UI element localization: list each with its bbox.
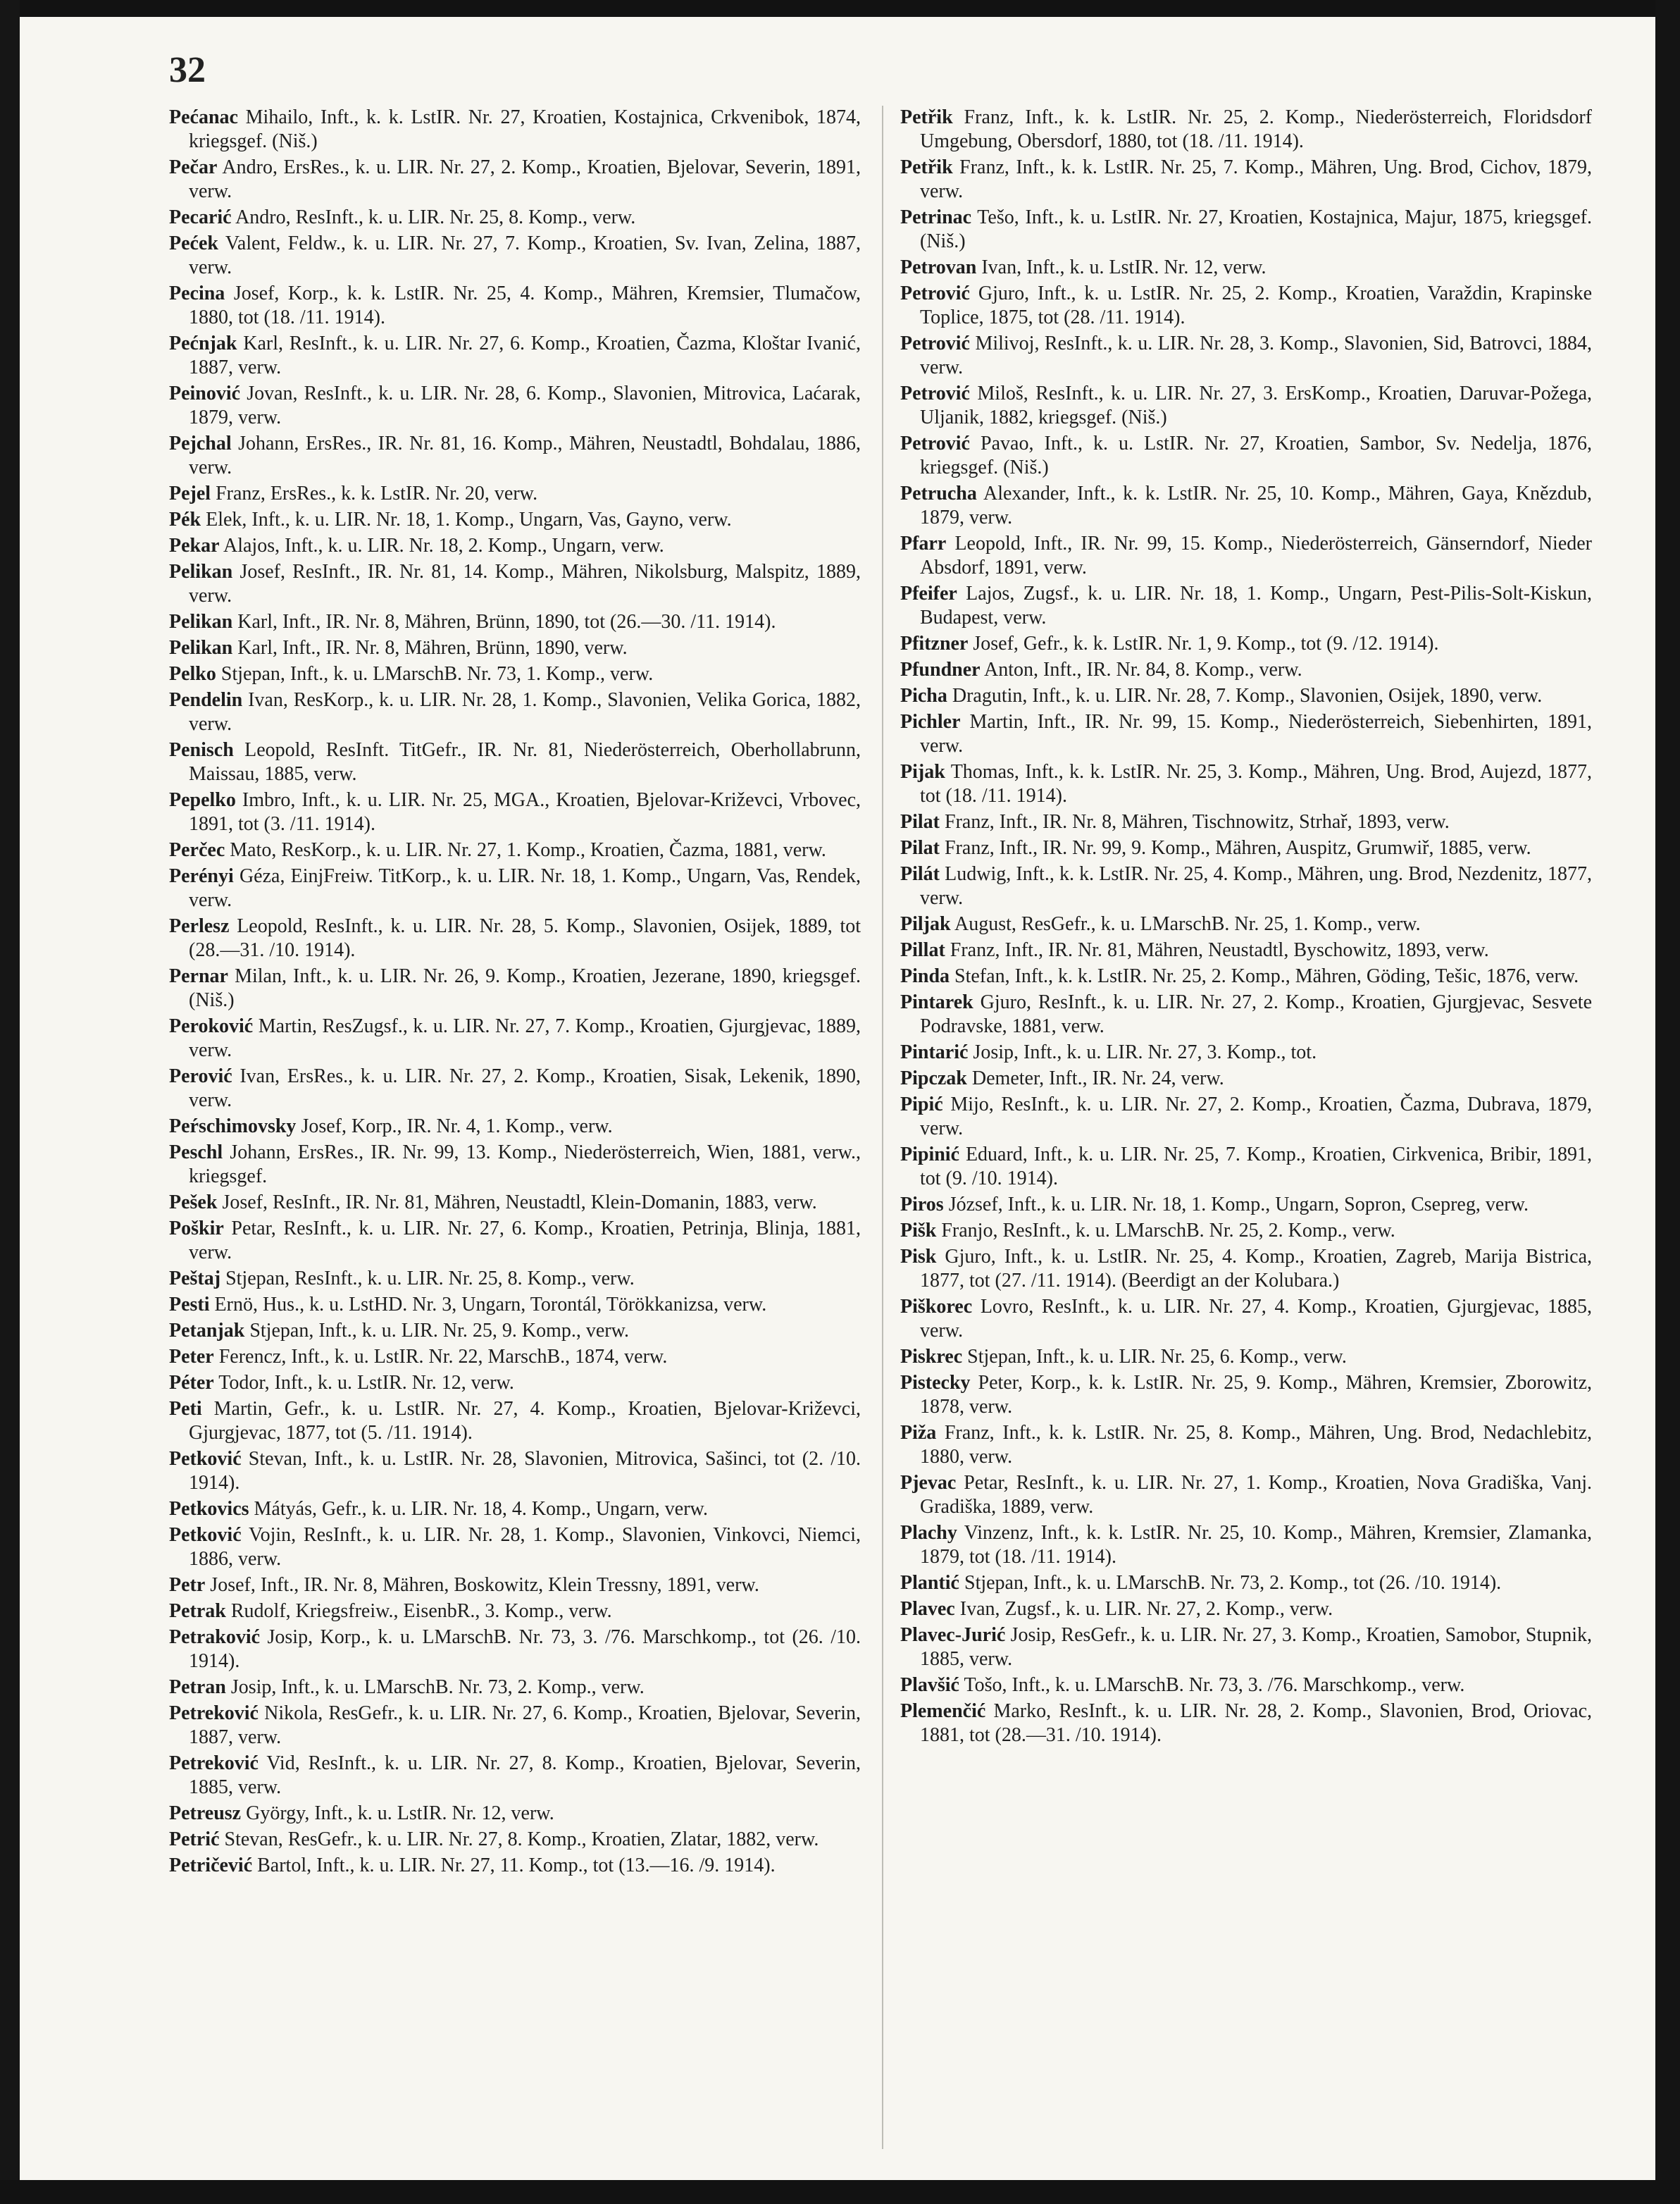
entry-details: Josip, ResGefr., k. u. LIR. Nr. 27, 3. Komp., Kroatien, Samobor, Stupnik, 1885, verw. xyxy=(920,1624,1593,1670)
entry-details: Josef, ResInft., IR. Nr. 81, Mähren, Neustadtl, Klein-Domanin, 1883, verw. xyxy=(222,1191,817,1213)
entry-surname: Petrović xyxy=(900,283,970,304)
entry-surname: Pećnjak xyxy=(169,333,237,354)
list-entry xyxy=(900,1371,1592,1419)
entry-details: József, Inft., k. u. LIR. Nr. 18, 1. Komp., Ungarn, Sopron, Csepreg, verw. xyxy=(948,1194,1529,1215)
entry-surname: Petrić xyxy=(169,1828,220,1850)
list-entry xyxy=(900,810,1592,834)
list-entry xyxy=(900,1673,1592,1697)
list-entry xyxy=(900,1295,1592,1343)
entry-details: Vid, ResInft., k. u. LIR. Nr. 27, 8. Komp., Kroatien, Bjelovar, Severin, 1885, verw. xyxy=(189,1752,861,1798)
entry-surname: Picha xyxy=(900,685,947,707)
entry-surname: Pesti xyxy=(169,1294,210,1315)
entry-surname: Perović xyxy=(169,1065,232,1087)
left-column xyxy=(169,106,861,1880)
entry-surname: Pejchal xyxy=(169,433,232,454)
entry-surname: Petraković xyxy=(169,1626,261,1648)
list-entry xyxy=(900,1345,1592,1369)
entry-details: Géza, EinjFreiw. TitKorp., k. u. LIR. Nr. 18, 1. Komp., Ungarn, Vas, Rendek, verw. xyxy=(189,865,861,911)
list-entry xyxy=(169,636,861,660)
list-entry xyxy=(169,1115,861,1139)
entry-surname: Péter xyxy=(169,1372,214,1394)
entry-surname: Plantić xyxy=(900,1572,959,1594)
entry-details: Martin, Gefr., k. u. LstIR. Nr. 27, 4. Komp., Kroatien, Bjelovar-Križevci, Gjurgjevac, 1877, tot (5. /11. 1914). xyxy=(189,1398,861,1444)
entry-surname: Peŕschimovsky xyxy=(169,1115,297,1137)
entry-details: Vojin, ResInft., k. u. LIR. Nr. 28, 1. Komp., Slavonien, Vinkovci, Niemci, 1886, verw. xyxy=(189,1524,861,1570)
entry-surname: Petanjak xyxy=(169,1320,245,1342)
entry-surname: Perényi xyxy=(169,865,234,887)
list-entry xyxy=(169,1319,861,1343)
entry-surname: Pelikan xyxy=(169,637,233,659)
entry-details: Stevan, Inft., k. u. LstIR. Nr. 28, Slavonien, Mitrovica, Sašinci, tot (2. /10. 1914). xyxy=(189,1448,861,1494)
entry-surname: Peinović xyxy=(169,383,241,404)
entry-surname: Pfarr xyxy=(900,533,947,555)
entry-surname: Pešek xyxy=(169,1191,218,1213)
list-entry xyxy=(900,332,1592,380)
list-entry xyxy=(900,1219,1592,1243)
entry-details: Todor, Inft., k. u. LstIR. Nr. 12, verw. xyxy=(218,1372,514,1394)
entry-details: Josef, Inft., IR. Nr. 8, Mähren, Boskowitz, Klein Tressny, 1891, verw. xyxy=(210,1574,759,1596)
entry-surname: Pelko xyxy=(169,663,216,685)
entry-details: Franz, Inft., IR. Nr. 81, Mähren, Neustadtl, Byschowitz, 1893, verw. xyxy=(950,939,1489,961)
list-entry xyxy=(900,1041,1592,1065)
entry-surname: Pelikan xyxy=(169,561,233,583)
list-entry xyxy=(900,1471,1592,1519)
entry-details: György, Inft., k. u. LstIR. Nr. 12, verw. xyxy=(246,1802,554,1824)
entry-details: Imbro, Inft., k. u. LIR. Nr. 25, MGA., Kroatien, Bjelovar-Križevci, Vrbovec, 1891, tot (3. /11. 1914). xyxy=(189,789,861,835)
entry-details: Tešo, Inft., k. u. LstIR. Nr. 27, Kroatien, Kostajnica, Majur, 1875, kriegsgef. (Niš.) xyxy=(920,206,1592,252)
list-entry xyxy=(900,106,1592,154)
list-entry xyxy=(169,865,861,912)
entry-details: Franz, Inft., IR. Nr. 99, 9. Komp., Mähren, Auspitz, Grumwiř, 1885, verw. xyxy=(945,837,1531,859)
entry-surname: Pfitzner xyxy=(900,633,969,655)
list-entry xyxy=(169,156,861,204)
list-entry xyxy=(900,632,1592,656)
list-entry xyxy=(169,1217,861,1265)
list-entry xyxy=(900,862,1592,910)
entry-details: Miloš, ResInft., k. u. LIR. Nr. 27, 3. ErsKomp., Kroatien, Daruvar-Požega, Uljanik, 1882, kriegsgef. (Niš.) xyxy=(920,383,1593,428)
entry-details: Josef, ResInft., IR. Nr. 81, 14. Komp., Mähren, Nikolsburg, Malspitz, 1889, verw. xyxy=(189,561,861,607)
entry-details: Lajos, Zugsf., k. u. LIR. Nr. 18, 1. Komp., Ungarn, Pest-Pilis-Solt-Kiskun, Budapest, verw. xyxy=(920,583,1592,629)
entry-surname: Pećek xyxy=(169,233,218,254)
entry-surname: Pintarek xyxy=(900,991,973,1013)
entry-surname: Plavec xyxy=(900,1598,955,1620)
entry-surname: Pék xyxy=(169,509,201,531)
entry-surname: Petrović xyxy=(900,433,970,454)
column-divider xyxy=(882,106,883,2149)
entry-surname: Petričević xyxy=(169,1855,253,1876)
list-entry xyxy=(900,912,1592,936)
entry-surname: Petreković xyxy=(169,1702,259,1724)
entry-details: Nikola, ResGefr., k. u. LIR. Nr. 27, 6. Komp., Kroatien, Bjelovar, Severin, 1887, verw. xyxy=(189,1702,861,1748)
list-entry xyxy=(169,738,861,786)
entry-details: Dragutin, Inft., k. u. LIR. Nr. 28, 7. Komp., Slavonien, Osijek, 1890, verw. xyxy=(952,685,1543,707)
entry-details: Ivan, ErsRes., k. u. LIR. Nr. 27, 2. Komp., Kroatien, Sisak, Lekenik, 1890, verw. xyxy=(189,1065,861,1111)
list-entry xyxy=(169,382,861,430)
entry-surname: Petrinac xyxy=(900,206,972,228)
entry-details: Franz, Inft., IR. Nr. 8, Mähren, Tischnowitz, Strhař, 1893, verw. xyxy=(945,811,1450,833)
entry-surname: Pillat xyxy=(900,939,945,961)
list-entry xyxy=(900,836,1592,860)
entry-details: Marko, ResInft., k. u. LIR. Nr. 28, 2. Komp., Slavonien, Brod, Oriovac, 1881, tot (28.—31. /10. 1914). xyxy=(920,1700,1592,1746)
entry-details: Mijo, ResInft., k. u. LIR. Nr. 27, 2. Komp., Kroatien, Čazma, Dubrava, 1879, verw. xyxy=(920,1094,1592,1139)
entry-surname: Petřik xyxy=(900,156,953,178)
entry-details: Stevan, ResGefr., k. u. LIR. Nr. 27, 8. Komp., Kroatien, Zlatar, 1882, verw. xyxy=(224,1828,819,1850)
entry-details: Stefan, Inft., k. k. LstIR. Nr. 25, 2. Komp., Mähren, Göding, Tešic, 1876, verw. xyxy=(954,965,1579,987)
entry-details: Martin, Inft., IR. Nr. 99, 15. Komp., Niederösterreich, Siebenhirten, 1891, verw. xyxy=(920,711,1593,757)
entry-surname: Pfeifer xyxy=(900,583,957,605)
entry-details: Stjepan, Inft., k. u. LIR. Nr. 25, 9. Komp., verw. xyxy=(249,1320,629,1342)
list-entry xyxy=(169,332,861,380)
list-entry xyxy=(169,1497,861,1521)
list-entry xyxy=(169,106,861,154)
entry-surname: Plavec-Jurić xyxy=(900,1624,1006,1646)
entry-surname: Pichler xyxy=(900,711,961,733)
entry-details: Jovan, ResInft., k. u. LIR. Nr. 28, 6. Komp., Slavonien, Mitrovica, Laćarak, 1879, verw. xyxy=(189,383,861,428)
entry-surname: Pišk xyxy=(900,1220,937,1242)
scan-border-left xyxy=(0,0,20,2204)
entry-surname: Peti xyxy=(169,1398,202,1420)
list-entry xyxy=(169,1397,861,1445)
entry-details: Vinzenz, Inft., k. k. LstIR. Nr. 25, 10. Komp., Mähren, Kremsier, Zlamanka, 1879, tot (18. /11. 1914). xyxy=(920,1522,1593,1568)
list-entry xyxy=(900,432,1592,480)
entry-details: Leopold, Inft., IR. Nr. 99, 15. Komp., Niederösterreich, Gänserndorf, Nieder Absdorf, 1891, verw. xyxy=(920,533,1593,578)
entry-surname: Petković xyxy=(169,1448,242,1470)
entry-surname: Piskrec xyxy=(900,1346,963,1368)
list-entry xyxy=(169,508,861,532)
list-entry xyxy=(900,710,1592,758)
entry-details: Johann, ErsRes., IR. Nr. 99, 13. Komp., Niederösterreich, Wien, 1881, verw., kriegsgef. xyxy=(189,1141,861,1187)
entry-surname: Petr xyxy=(169,1574,206,1596)
list-entry xyxy=(169,482,861,506)
entry-details: August, ResGefr., k. u. LMarschB. Nr. 25, 1. Komp., verw. xyxy=(954,913,1421,935)
list-entry xyxy=(169,688,861,736)
entry-surname: Pepelko xyxy=(169,789,236,811)
list-entry xyxy=(169,1599,861,1623)
entry-details: Lovro, ResInft., k. u. LIR. Nr. 27, 4. Komp., Kroatien, Gjurgjevac, 1885, verw. xyxy=(920,1296,1592,1342)
list-entry xyxy=(900,532,1592,580)
entry-surname: Peschl xyxy=(169,1141,223,1163)
list-entry xyxy=(900,1193,1592,1217)
list-entry xyxy=(169,1752,861,1800)
entry-details: Karl, Inft., IR. Nr. 8, Mähren, Brünn, 1890, tot (26.—30. /11. 1914). xyxy=(237,611,776,633)
list-entry xyxy=(169,232,861,280)
entry-surname: Petreković xyxy=(169,1752,259,1774)
entry-details: Josef, Korp., k. k. LstIR. Nr. 25, 4. Komp., Mähren, Kremsier, Tlumačow, 1880, tot (18. /11. 1914). xyxy=(189,283,861,328)
entry-details: Valent, Feldw., k. u. LIR. Nr. 27, 7. Komp., Kroatien, Sv. Ivan, Zelina, 1887, verw. xyxy=(189,233,861,278)
entry-surname: Pisk xyxy=(900,1246,937,1268)
list-entry xyxy=(900,1245,1592,1293)
list-entry xyxy=(900,1700,1592,1747)
entry-details: Mátyás, Gefr., k. u. LIR. Nr. 18, 4. Komp., Ungarn, verw. xyxy=(254,1498,708,1520)
list-entry xyxy=(169,1854,861,1878)
entry-surname: Piškorec xyxy=(900,1296,973,1318)
entry-details: Anton, Inft., IR. Nr. 84, 8. Komp., verw. xyxy=(984,659,1302,681)
entry-surname: Pijak xyxy=(900,761,945,783)
entry-details: Peter, Korp., k. k. LstIR. Nr. 25, 9. Komp., Mähren, Kremsier, Zborowitz, 1878, verw. xyxy=(920,1372,1592,1418)
list-entry xyxy=(169,1141,861,1189)
list-entry xyxy=(169,1626,861,1673)
entry-details: Mihailo, Inft., k. k. LstIR. Nr. 27, Kroatien, Kostajnica, Crkvenibok, 1874, kriegsgef. (Niš.) xyxy=(189,106,861,152)
entry-details: Franz, ErsRes., k. k. LstIR. Nr. 20, verw. xyxy=(216,483,538,504)
list-entry xyxy=(900,1623,1592,1671)
entry-details: Josef, Gefr., k. k. LstIR. Nr. 1, 9. Komp., tot (9. /12. 1914). xyxy=(973,633,1439,655)
entry-surname: Plachy xyxy=(900,1522,957,1544)
entry-details: Johann, ErsRes., IR. Nr. 81, 16. Komp., Mähren, Neustadtl, Bohdalau, 1886, verw. xyxy=(189,433,861,478)
list-entry xyxy=(169,1293,861,1317)
entry-surname: Pejel xyxy=(169,483,211,504)
list-entry xyxy=(169,1702,861,1750)
scan-border-right xyxy=(1655,0,1680,2204)
list-entry xyxy=(900,256,1592,280)
entry-details: Mato, ResKorp., k. u. LIR. Nr. 27, 1. Komp., Kroatien, Čazma, 1881, verw. xyxy=(230,839,826,861)
entry-details: Ivan, ResKorp., k. u. LIR. Nr. 28, 1. Komp., Slavonien, Velika Gorica, 1882, verw. xyxy=(189,689,861,735)
list-entry xyxy=(169,610,861,634)
list-entry xyxy=(169,915,861,962)
entry-details: Stjepan, Inft., k. u. LIR. Nr. 25, 6. Komp., verw. xyxy=(967,1346,1347,1368)
entry-details: Josip, Inft., k. u. LMarschB. Nr. 73, 2. Komp., verw. xyxy=(230,1676,645,1698)
list-entry xyxy=(900,156,1592,204)
entry-details: Demeter, Inft., IR. Nr. 24, verw. xyxy=(971,1067,1224,1089)
list-entry xyxy=(169,838,861,862)
scan-border-top xyxy=(0,0,1680,17)
list-entry xyxy=(169,1523,861,1571)
entry-details: Bartol, Inft., k. u. LIR. Nr. 27, 11. Komp., tot (13.—16. /9. 1914). xyxy=(257,1855,776,1876)
entry-surname: Pecina xyxy=(169,283,225,304)
entry-surname: Pečar xyxy=(169,156,218,178)
entry-details: Karl, Inft., IR. Nr. 8, Mähren, Brünn, 1890, verw. xyxy=(237,637,628,659)
list-entry xyxy=(900,760,1592,808)
entry-details: Petar, ResInft., k. u. LIR. Nr. 27, 6. Komp., Kroatien, Petrinja, Blinja, 1881, verw. xyxy=(189,1218,861,1263)
entry-surname: Plemenčić xyxy=(900,1700,986,1722)
entry-details: Ernö, Hus., k. u. LstHD. Nr. 3, Ungarn, Torontál, Törökkanizsa, verw. xyxy=(214,1294,767,1315)
entry-details: Rudolf, Kriegsfreiw., EisenbR., 3. Komp., verw. xyxy=(230,1600,612,1622)
entry-surname: Pipczak xyxy=(900,1067,967,1089)
entry-surname: Pilat xyxy=(900,837,940,859)
entry-surname: Perčec xyxy=(169,839,225,861)
entry-surname: Pecarić xyxy=(169,206,232,228)
list-entry xyxy=(169,1802,861,1826)
entry-details: Elek, Inft., k. u. LIR. Nr. 18, 1. Komp., Ungarn, Vas, Gayno, verw. xyxy=(206,509,732,531)
entry-details: Alexander, Inft., k. k. LstIR. Nr. 25, 10. Komp., Mähren, Gaya, Knězdub, 1879, verw. xyxy=(920,483,1592,528)
list-entry xyxy=(900,582,1592,630)
list-entry xyxy=(169,1065,861,1113)
list-entry xyxy=(169,206,861,230)
entry-surname: Pistecky xyxy=(900,1372,971,1394)
list-entry xyxy=(900,1571,1592,1595)
entry-details: Milivoj, ResInft., k. u. LIR. Nr. 28, 3. Komp., Slavonien, Sid, Batrovci, 1884, verw. xyxy=(920,333,1593,378)
entry-details: Josip, Korp., k. u. LMarschB. Nr. 73, 3. /76. Marschkomp., tot (26. /10. 1914). xyxy=(189,1626,861,1672)
list-entry xyxy=(169,1267,861,1291)
entry-details: Gjuro, ResInft., k. u. LIR. Nr. 27, 2. Komp., Kroatien, Gjurgjevac, Sesvete Podravske, 1881, verw. xyxy=(920,991,1592,1037)
list-entry xyxy=(169,560,861,608)
entry-details: Franz, Inft., k. k. LstIR. Nr. 25, 2. Komp., Niederösterreich, Floridsdorf Umgebung, Obersdorf, 1880, tot (18. /11. 1914). xyxy=(920,106,1593,152)
entry-surname: Piros xyxy=(900,1194,944,1215)
list-entry xyxy=(169,1345,861,1369)
entry-surname: Peroković xyxy=(169,1015,254,1037)
entry-surname: Pendelin xyxy=(169,689,243,711)
entry-details: Ludwig, Inft., k. k. LstIR. Nr. 25, 4. Komp., Mähren, ung. Brod, Nezdenitz, 1877, verw. xyxy=(920,863,1592,909)
list-entry xyxy=(900,684,1592,708)
entry-surname: Peštaj xyxy=(169,1268,221,1289)
entry-details: Tošo, Inft., k. u. LMarschB. Nr. 73, 3. /76. Marschkomp., verw. xyxy=(964,1674,1465,1696)
entry-surname: Petrović xyxy=(900,383,970,404)
right-column xyxy=(900,106,1592,1750)
list-entry xyxy=(169,788,861,836)
entry-details: Andro, ErsRes., k. u. LIR. Nr. 27, 2. Komp., Kroatien, Bjelovar, Severin, 1891, verw. xyxy=(189,156,861,202)
entry-details: Ivan, Inft., k. u. LstIR. Nr. 12, verw. xyxy=(981,256,1267,278)
list-entry xyxy=(169,1676,861,1700)
entry-surname: Piža xyxy=(900,1422,937,1444)
entry-details: Petar, ResInft., k. u. LIR. Nr. 27, 1. Komp., Kroatien, Nova Gradiška, Vanj. Gradiška, 1889, verw. xyxy=(920,1472,1593,1518)
list-entry xyxy=(169,965,861,1013)
entry-details: Gjuro, Inft., k. u. LstIR. Nr. 25, 2. Komp., Kroatien, Varaždin, Krapinske Toplice, 1875, tot (28. /11. 1914). xyxy=(920,283,1592,328)
list-entry xyxy=(169,1371,861,1395)
entry-surname: Petřik xyxy=(900,106,953,128)
list-entry xyxy=(169,1015,861,1063)
entry-surname: Pipinić xyxy=(900,1144,960,1165)
entry-surname: Pernar xyxy=(169,965,228,987)
entry-surname: Poškir xyxy=(169,1218,224,1239)
entry-details: Martin, ResZugsf., k. u. LIR. Nr. 27, 7. Komp., Kroatien, Gjurgjevac, 1889, verw. xyxy=(189,1015,861,1061)
entry-surname: Petrovan xyxy=(900,256,977,278)
entry-surname: Peter xyxy=(169,1346,214,1368)
list-entry xyxy=(900,1093,1592,1141)
entry-details: Josef, Korp., IR. Nr. 4, 1. Komp., verw. xyxy=(301,1115,613,1137)
entry-surname: Plavšić xyxy=(900,1674,959,1696)
list-entry xyxy=(900,1421,1592,1469)
list-entry xyxy=(900,382,1592,430)
entry-details: Stjepan, Inft., k. u. LMarschB. Nr. 73, 1. Komp., verw. xyxy=(220,663,654,685)
entry-details: Karl, ResInft., k. u. LIR. Nr. 27, 6. Komp., Kroatien, Čazma, Kloštar Ivanić, 1887, verw. xyxy=(189,333,861,378)
entry-details: Milan, Inft., k. u. LIR. Nr. 26, 9. Komp., Kroatien, Jezerane, 1890, kriegsgef. (Niš.) xyxy=(189,965,861,1011)
list-entry xyxy=(169,1191,861,1215)
entry-details: Pavao, Inft., k. u. LstIR. Nr. 27, Kroatien, Sambor, Sv. Nedelja, 1876, kriegsgef. (Niš.) xyxy=(920,433,1592,478)
entry-surname: Pekar xyxy=(169,535,220,557)
list-entry xyxy=(169,432,861,480)
entry-details: Stjepan, Inft., k. u. LMarschB. Nr. 73, 2. Komp., tot (26. /10. 1914). xyxy=(964,1572,1502,1594)
entry-details: Alajos, Inft., k. u. LIR. Nr. 18, 2. Komp., Ungarn, verw. xyxy=(223,535,664,557)
entry-details: Eduard, Inft., k. u. LIR. Nr. 25, 7. Komp., Kroatien, Cirkvenica, Bribir, 1891, tot (9. /10. 1914). xyxy=(920,1144,1593,1189)
entry-surname: Petkovics xyxy=(169,1498,249,1520)
entry-surname: Petrak xyxy=(169,1600,226,1622)
entry-surname: Piljak xyxy=(900,913,951,935)
entry-details: Andro, ResInft., k. u. LIR. Nr. 25, 8. Komp., verw. xyxy=(235,206,636,228)
entry-details: Ivan, Zugsf., k. u. LIR. Nr. 27, 2. Komp., verw. xyxy=(959,1598,1333,1620)
entry-surname: Petreusz xyxy=(169,1802,242,1824)
list-entry xyxy=(900,482,1592,530)
list-entry xyxy=(169,662,861,686)
entry-surname: Petković xyxy=(169,1524,242,1546)
entry-surname: Perlesz xyxy=(169,915,230,937)
list-entry xyxy=(169,1828,861,1852)
entry-details: Gjuro, Inft., k. u. LstIR. Nr. 25, 4. Komp., Kroatien, Zagreb, Marija Bistrica, 1877, tot (27. /11. 1914). (Beerdigt an der Kolubara.) xyxy=(920,1246,1593,1292)
list-entry xyxy=(900,658,1592,682)
entry-details: Franjo, ResInft., k. u. LMarschB. Nr. 25, 2. Komp., verw. xyxy=(941,1220,1395,1242)
list-entry xyxy=(900,1521,1592,1569)
entry-surname: Petrović xyxy=(900,333,970,354)
entry-details: Leopold, ResInft., k. u. LIR. Nr. 28, 5. Komp., Slavonien, Osijek, 1889, tot (28.—31. /10. 1914). xyxy=(189,915,861,961)
page-number: 32 xyxy=(169,50,206,90)
entry-surname: Pinda xyxy=(900,965,950,987)
scan-border-bottom xyxy=(0,2180,1680,2204)
entry-surname: Pfundner xyxy=(900,659,981,681)
entry-surname: Pipić xyxy=(900,1094,943,1115)
list-entry xyxy=(169,1573,861,1597)
entry-details: Franz, Inft., k. k. LstIR. Nr. 25, 8. Komp., Mähren, Ung. Brod, Nedachlebitz, 1880, verw. xyxy=(920,1422,1593,1468)
list-entry xyxy=(900,206,1592,254)
list-entry xyxy=(900,1067,1592,1091)
list-entry xyxy=(900,1597,1592,1621)
entry-surname: Petrucha xyxy=(900,483,977,504)
entry-surname: Pilát xyxy=(900,863,940,885)
entry-details: Franz, Inft., k. k. LstIR. Nr. 25, 7. Komp., Mähren, Ung. Brod, Cichov, 1879, verw. xyxy=(920,156,1593,202)
entry-details: Stjepan, ResInft., k. u. LIR. Nr. 25, 8. Komp., verw. xyxy=(225,1268,635,1289)
entry-surname: Petran xyxy=(169,1676,226,1698)
entry-details: Ferencz, Inft., k. u. LstIR. Nr. 22, MarschB., 1874, verw. xyxy=(218,1346,668,1368)
entry-surname: Pilat xyxy=(900,811,940,833)
entry-surname: Pjevac xyxy=(900,1472,957,1494)
entry-details: Leopold, ResInft. TitGefr., IR. Nr. 81, Niederösterreich, Oberhollabrunn, Maissau, 1885, verw. xyxy=(189,739,861,785)
entry-surname: Pelikan xyxy=(169,611,233,633)
list-entry xyxy=(169,534,861,558)
entry-surname: Pintarić xyxy=(900,1041,969,1063)
list-entry xyxy=(900,282,1592,330)
entry-details: Josip, Inft., k. u. LIR. Nr. 27, 3. Komp., tot. xyxy=(973,1041,1317,1063)
list-entry xyxy=(169,282,861,330)
entry-surname: Penisch xyxy=(169,739,234,761)
list-entry xyxy=(900,991,1592,1039)
entry-details: Thomas, Inft., k. k. LstIR. Nr. 25, 3. Komp., Mähren, Ung. Brod, Aujezd, 1877, tot (18. /11. 1914). xyxy=(920,761,1592,807)
list-entry xyxy=(169,1447,861,1495)
entry-surname: Pećanac xyxy=(169,106,238,128)
list-entry xyxy=(900,965,1592,989)
list-entry xyxy=(900,1143,1592,1191)
list-entry xyxy=(900,939,1592,962)
